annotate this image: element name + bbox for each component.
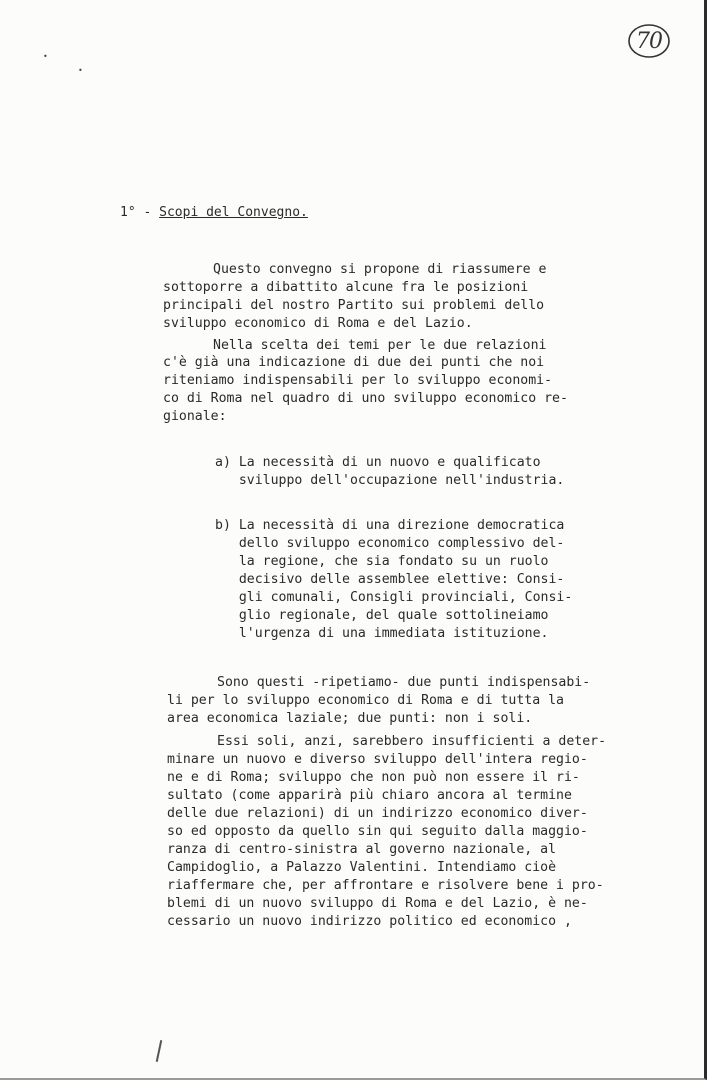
text-line: sottoporre a dibattito alcune fra le posizioni xyxy=(163,280,529,295)
text-line: c'è già una indicazione di due dei punti che noi xyxy=(163,355,545,370)
list-item-line: b) La necessità di una direzione democratica xyxy=(215,518,565,533)
text-line: area economica laziale; due punti: non i soli. xyxy=(167,711,533,726)
text-line: minare un nuovo e diverso sviluppo dell'intera regio- xyxy=(167,752,588,767)
text-line: Campidoglio, a Palazzo Valentini. Intendiamo cioè xyxy=(167,860,557,875)
text-line: sultato (come apparirà più chiaro ancora al termine xyxy=(167,788,572,803)
text-line: riteniamo indispensabili per lo sviluppo economi- xyxy=(163,373,553,388)
text-line: cessario un nuovo indirizzo politico ed economico , xyxy=(167,914,572,929)
text-line: ranza di centro-sinistra al governo nazionale, al xyxy=(167,842,557,857)
ink-dot: • xyxy=(43,52,48,61)
text-line: Questo convegno si propone di riassumere e xyxy=(213,262,547,277)
list-item-line: la regione, che sia fondato su un ruolo xyxy=(215,554,549,569)
page-number: 70 xyxy=(636,28,662,54)
list-item-line: sviluppo dell'occupazione nell'industria. xyxy=(215,473,565,488)
text-line: riaffermare che, per affrontare e risolvere bene i pro- xyxy=(167,878,604,893)
section-title: Scopi del Convegno. xyxy=(159,205,308,220)
list-item-line: glio regionale, del quale sottolineiamo xyxy=(215,608,549,623)
text-line: gionale: xyxy=(163,409,227,424)
text-line: sviluppo economico di Roma e del Lazio. xyxy=(163,316,473,331)
ink-dot: • xyxy=(78,66,83,75)
page-number-stamp xyxy=(626,22,672,60)
list-item-line: gli comunali, Consigli provinciali, Consi- xyxy=(215,590,573,605)
list-item-line: a) La necessità di un nuovo e qualificato xyxy=(215,455,541,470)
text-line: Nella scelta dei temi per le due relazioni xyxy=(213,338,547,353)
list-item-line: decisivo delle assemblee elettive: Consi- xyxy=(215,572,565,587)
text-line: co di Roma nel quadro di uno sviluppo economico re- xyxy=(163,391,568,406)
text-line: blemi di un nuovo sviluppo di Roma e del Lazio, è ne- xyxy=(167,896,588,911)
text-line: delle due relazioni) di un indirizzo economico diver- xyxy=(167,806,588,821)
text-line: ne e di Roma; sviluppo che non può non essere il ri- xyxy=(167,770,580,785)
section-dash: - xyxy=(143,205,152,220)
section-number: 1° xyxy=(120,205,136,220)
text-line: li per lo sviluppo economico di Roma e di tutta la xyxy=(167,693,564,708)
text-line: Sono questi -ripetiamo- due punti indispensabi- xyxy=(217,675,591,690)
text-line: principali del nostro Partito sui problemi dello xyxy=(163,298,545,313)
text-line: Essi soli, anzi, sarebbero insufficienti a deter- xyxy=(217,734,607,749)
pen-stroke-mark xyxy=(156,1040,163,1062)
list-item-line: l'urgenza di una immediata istituzione. xyxy=(215,626,549,641)
section-heading xyxy=(120,205,308,220)
text-line: so ed opposto da quello sin qui seguito dalla maggio- xyxy=(167,824,588,839)
list-item-line: dello sviluppo economico complessivo del- xyxy=(215,536,565,551)
